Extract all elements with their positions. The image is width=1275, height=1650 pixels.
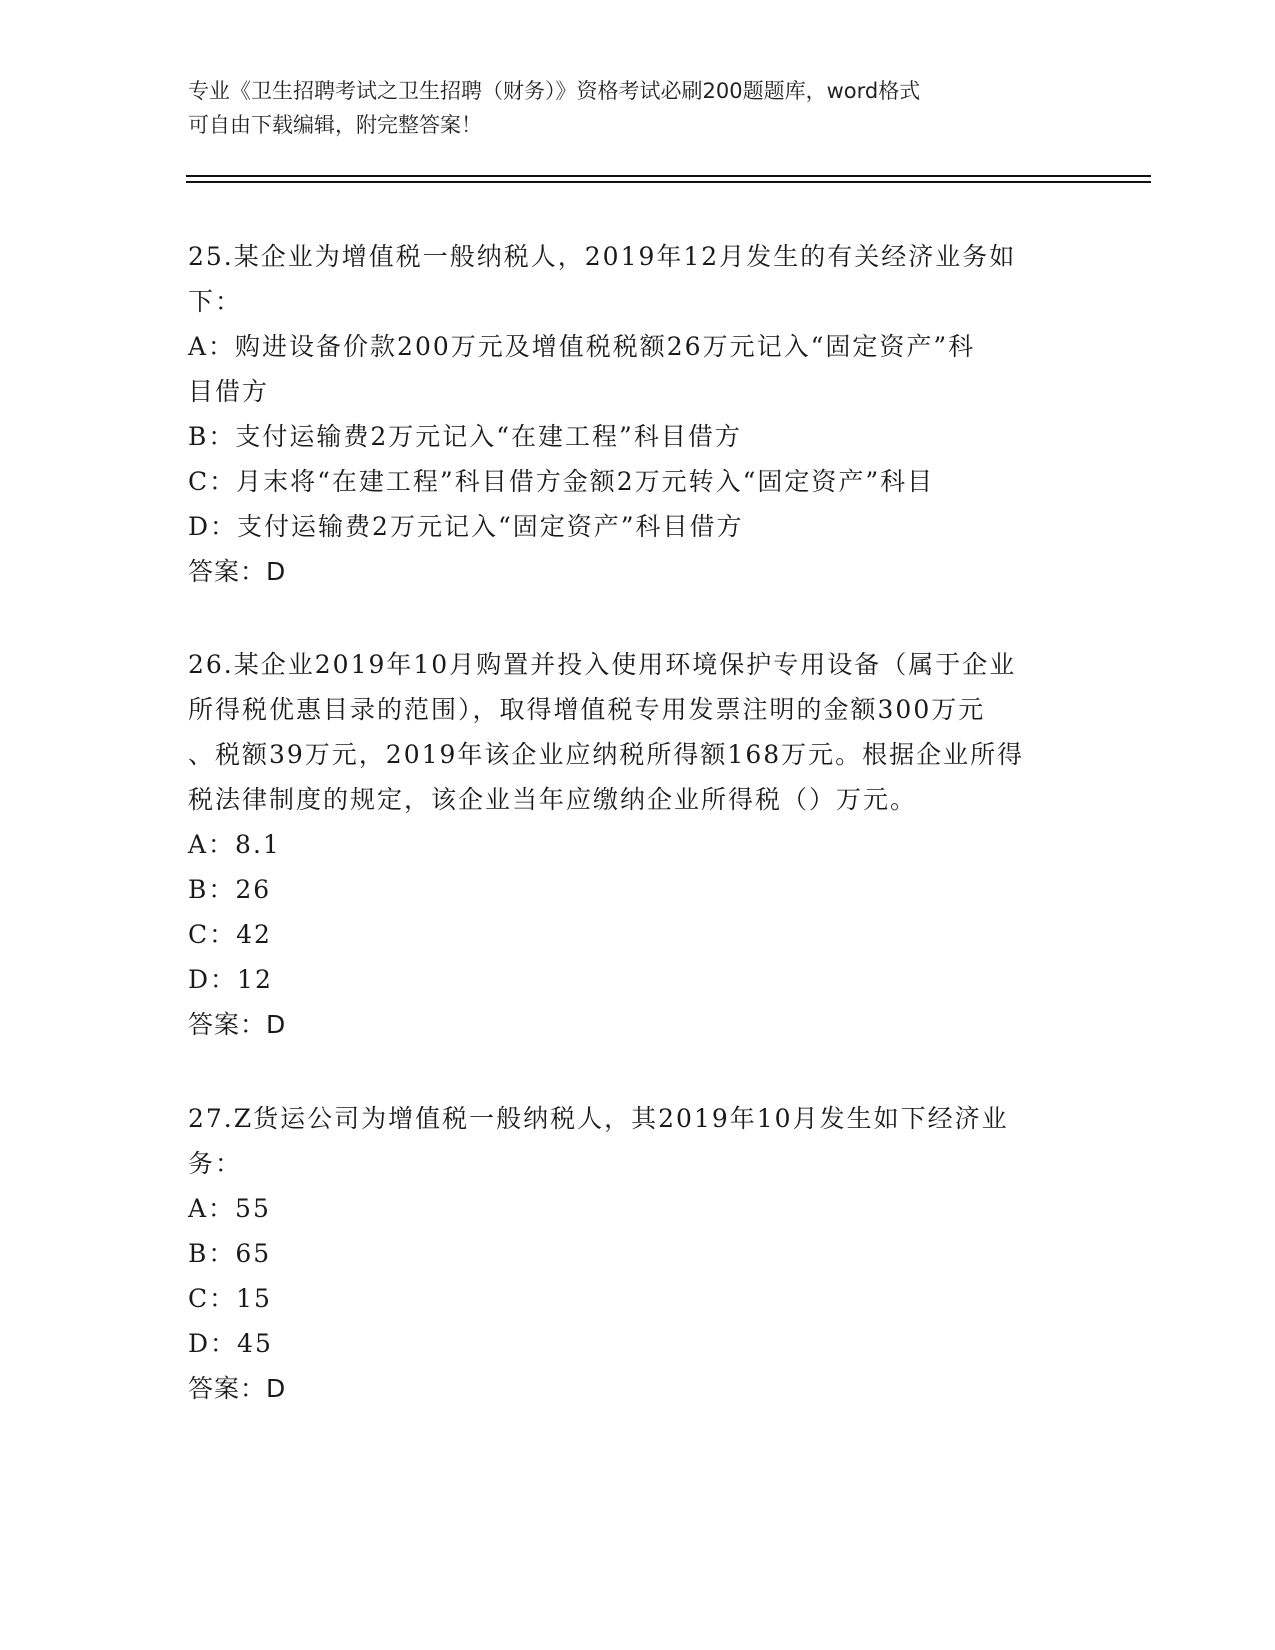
question-text-line: 税法律制度的规定，该企业当年应缴纳企业所得税（）万元。 xyxy=(188,785,918,814)
option-d: D：12 xyxy=(188,965,273,994)
option-d: D：支付运输费2万元记入“固定资产”科目借方 xyxy=(188,512,744,541)
option-a: A：8.1 xyxy=(188,830,281,859)
question-text-line: 26.某企业2019年10月购置并投入使用环境保护专用设备（属于企业 xyxy=(188,650,1017,679)
question-text-line: 、税额39万元，2019年该企业应纳税所得额168万元。根据企业所得 xyxy=(188,740,1025,769)
header-line-1: 专业《卫生招聘考试之卫生招聘（财务）》资格考试必刷200题题库，word格式 xyxy=(188,79,921,103)
option-c: C：15 xyxy=(188,1284,272,1313)
question-25 xyxy=(188,234,1088,594)
option-d: D：45 xyxy=(188,1329,273,1358)
question-27 xyxy=(188,1096,1088,1411)
answer-label: 答案：D xyxy=(188,1010,287,1039)
document-header xyxy=(188,74,1068,142)
option-c: C：月末将“在建工程”科目借方金额2万元转入“固定资产”科目 xyxy=(188,467,935,496)
option-a: A：55 xyxy=(188,1194,271,1223)
option-b: B：26 xyxy=(188,875,272,904)
question-text-line: 27.Z货运公司为增值税一般纳税人，其2019年10月发生如下经济业 xyxy=(188,1104,1009,1133)
question-text-line: 25.某企业为增值税一般纳税人，2019年12月发生的有关经济业务如 xyxy=(188,242,1017,271)
question-26 xyxy=(188,642,1088,1047)
option-c: C：42 xyxy=(188,920,272,949)
question-text-line: 所得税优惠目录的范围），取得增值税专用发票注明的金额300万元 xyxy=(188,695,986,724)
option-a: A：购进设备价款200万元及增值税税额26万元记入“固定资产”科 xyxy=(188,332,976,361)
answer-label: 答案：D xyxy=(188,1374,287,1403)
option-b: B：65 xyxy=(188,1239,272,1268)
option-a-continued: 目借方 xyxy=(188,377,270,406)
header-line-2: 可自由下载编辑，附完整答案！ xyxy=(188,113,482,137)
answer-label: 答案：D xyxy=(188,557,287,586)
question-text-line: 下： xyxy=(188,287,243,316)
question-text-line: 务： xyxy=(188,1149,243,1178)
header-divider-top xyxy=(186,175,1151,177)
option-b: B：支付运输费2万元记入“在建工程”科目借方 xyxy=(188,422,742,451)
header-divider-bottom xyxy=(186,181,1151,183)
